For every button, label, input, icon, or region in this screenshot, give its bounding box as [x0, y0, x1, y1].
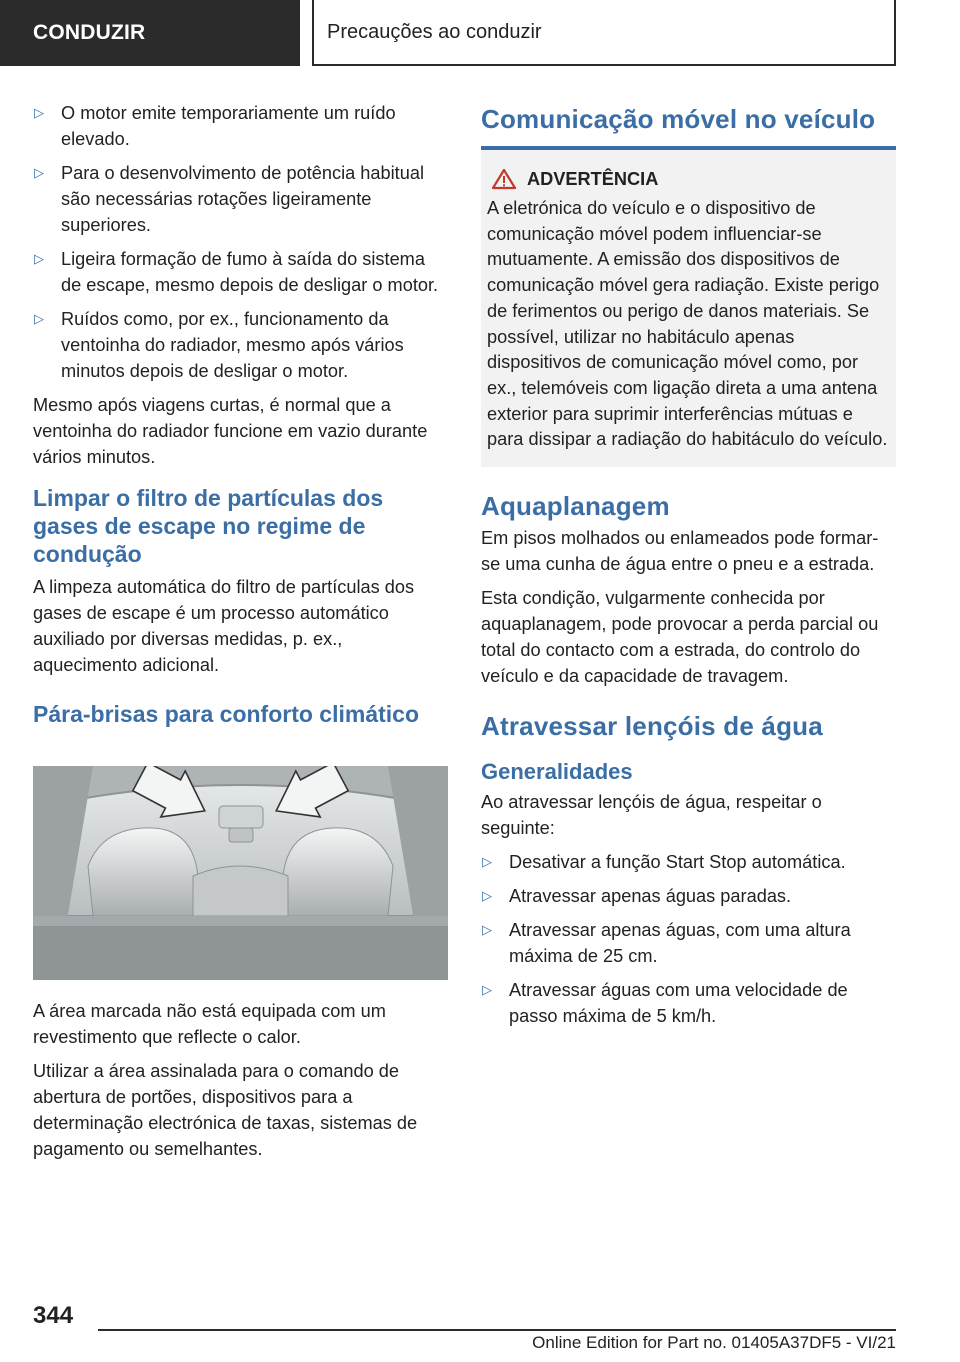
heading-general: Generalidades: [481, 759, 633, 785]
heading-windshield: Pára-brisas para conforto climático: [33, 701, 420, 727]
paragraph-area-1: A área marcada não está equipada com um revestimento que reflecte o calor.: [33, 1001, 386, 1047]
paragraph-aqua-2: Esta condição, vulgarmente conhecida por aquaplanagem, pode provocar a perda parcial ou total do contacto com a estrada, do controlo do veículo e da capacidade de travagem.: [481, 588, 879, 687]
warning-triangle-icon: [491, 168, 517, 190]
paragraph-general: Ao atravessar lençóis de água, respeitar o seguinte:: [481, 792, 822, 839]
heading-water: Atravessar lençóis de água: [481, 711, 823, 742]
heading-mobile: Comunicação móvel no veículo: [481, 104, 876, 134]
bullet-icon: ▷: [482, 888, 492, 904]
list-item: ▷ Atravessar apenas águas, com uma altura máxima de 25 cm.: [481, 917, 896, 969]
bullet-icon: ▷: [34, 311, 44, 326]
left-column: [33, 100, 448, 1170]
warning-title: ADVERTÊNCIA: [487, 168, 888, 190]
bullet-icon: ▷: [34, 105, 44, 120]
section-title: CONDUZIR: [0, 0, 300, 66]
list-item: ▷ Atravessar apenas águas paradas.: [481, 883, 896, 909]
list-item: ▷ O motor emite temporariamente um ruído elevado.: [33, 100, 448, 152]
paragraph-fan: Mesmo após viagens curtas, é normal que a ventoinha do radiador funcione em vazio durante vários minutos.: [33, 395, 428, 467]
list-item: ▷ Para o desenvolvimento de potência habitual são necessárias rotações ligeiramente superiores.: [33, 160, 448, 238]
bullet-icon: ▷: [482, 922, 492, 938]
footer-rule: [98, 1329, 896, 1331]
page-header: [0, 0, 960, 66]
bullet-icon: ▷: [34, 165, 44, 180]
edition-footer: Online Edition for Part no. 01405A37DF5 - VI/21: [532, 1333, 896, 1352]
paragraph-filter: A limpeza automática do filtro de partículas dos gases de escape é um processo automático auxiliado por diversas medidas, p. ex., aquecimento adicional.: [33, 577, 415, 675]
right-column: [481, 100, 896, 1037]
list-item: ▷ Ruídos como, por ex., funcionamento da ventoinha do radiador, mesmo após vários minutos depois de desligar o motor.: [33, 306, 448, 384]
chapter-title: Precauções ao conduzir: [312, 0, 896, 66]
paragraph-aqua-1: Em pisos molhados ou enlameados pode formar-se uma cunha de água entre o pneu e a estrada.: [481, 528, 879, 575]
heading-aquaplaning: Aquaplanagem: [481, 491, 670, 522]
list-item: ▷ Desativar a função Start Stop automática.: [481, 849, 896, 875]
paragraph-area-2: Utilizar a área assinalada para o comando de abertura de portões, dispositivos para a determinação electrónica de taxas, sistemas de pagamento ou semelhantes.: [33, 1061, 418, 1159]
bullet-icon: ▷: [34, 251, 44, 266]
list-item: ▷ Atravessar águas com uma velocidade de passo máxima de 5 km/h.: [481, 977, 896, 1029]
page-number: 344: [33, 1302, 74, 1329]
water-crossing-list: [481, 849, 896, 1029]
bullet-icon: ▷: [482, 854, 492, 870]
symptom-list: [33, 100, 448, 384]
warning-text: A eletrónica do veículo e o dispositivo de comunicação móvel podem influenciar-se mutuamente. A emissão dos dispositivos de comunicação móvel gera radiação. Existe perigo de ferimentos ou perigo de danos materiais. Se possível, utilizar no habitáculo apenas dispositivos de comunicação móvel como, por ex., telemóveis com ligação direta a uma antena exterior para suprimir interferências mútuas e para dissipar a radiação do habitáculo do veículo.: [487, 198, 888, 450]
list-item: ▷ Ligeira formação de fumo à saída do sistema de escape, mesmo depois de desligar o motor.: [33, 246, 448, 298]
car-interior-illustration: [33, 766, 448, 980]
warning-box: [481, 150, 896, 467]
bullet-icon: ▷: [482, 982, 492, 998]
windshield-figure: [33, 766, 448, 980]
heading-filter: Limpar o filtro de partículas dos gases de escape no regime de condução: [33, 485, 384, 567]
